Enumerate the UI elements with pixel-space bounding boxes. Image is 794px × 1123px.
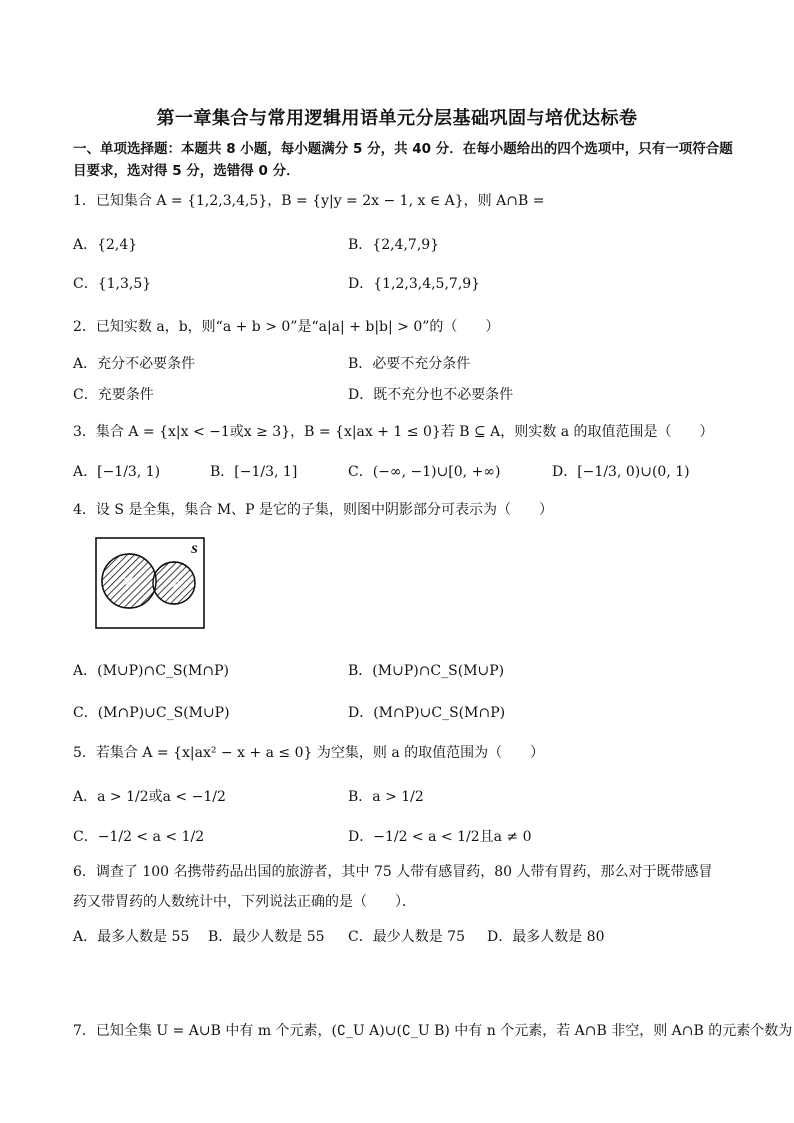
question-6-option-a: A．最多人数是 55 (73, 929, 190, 945)
question-6-option-c: C．最少人数是 75 (348, 929, 465, 945)
question-5-option-b: B．a > 1/2 (348, 789, 424, 805)
question-2-option-b: B．必要不充分条件 (348, 356, 471, 372)
question-6-option-b: B．最少人数是 55 (208, 929, 325, 945)
question-7-stem: 7．已知全集 U = A∪B 中有 m 个元素，(∁_U A)∪(∁_U B) 中有 n 个元素，若 A∩B 非空，则 A∩B 的元素个数为 (73, 1023, 793, 1039)
question-5-option-c: C．−1/2 < a < 1/2 (73, 829, 205, 845)
question-4-option-d: D．(M∩P)∪C_S(M∩P) (348, 705, 506, 721)
set-p-label: P (173, 579, 180, 590)
question-1-option-b: B．{2,4,7,9} (348, 237, 440, 253)
question-4-option-a: A．(M∪P)∩C_S(M∩P) (73, 663, 229, 679)
question-2-option-c: C．充要条件 (73, 387, 154, 403)
section-heading: 一、单项选择题：本题共 8 小题，每小题满分 5 分，共 40 分．在每小题给出的四个选项中，只有一项符合题目要求，选对得 5 分，选错得 0 分． (73, 141, 733, 179)
question-2-option-a: A．充分不必要条件 (73, 356, 196, 372)
question-2-stem: 2．已知实数 a，b，则“a + b > 0”是“a|a| + b|b| > 0”的（ ） (73, 319, 500, 335)
question-4-stem: 4．设 S 是全集，集合 M、P 是它的子集，则图中阴影部分可表示为（ ） (73, 502, 554, 518)
question-5-option-a: A．a > 1/2或a < −1/2 (73, 789, 226, 805)
question-6-option-d: D．最多人数是 80 (487, 929, 605, 945)
question-5-option-d: D．−1/2 < a < 1/2且a ≠ 0 (348, 829, 532, 845)
question-3-option-b: B．[−1/3, 1] (210, 464, 298, 480)
question-1-option-c: C．{1,3,5} (73, 276, 152, 292)
question-3-option-a: A．[−1/3, 1) (73, 464, 161, 480)
question-4-option-c: C．(M∩P)∪C_S(M∪P) (73, 705, 230, 721)
question-3-option-d: D．[−1/3, 0)∪(0, 1) (552, 464, 690, 480)
venn-diagram (95, 537, 205, 629)
question-5-stem: 5．若集合 A = {x|ax² − x + a ≤ 0} 为空集，则 a 的取值范围为（ ） (73, 745, 545, 761)
universe-label: S (191, 542, 198, 556)
question-2-option-d: D．既不充分也不必要条件 (348, 387, 514, 403)
question-1-option-a: A．{2,4} (73, 237, 138, 253)
question-4-option-b: B．(M∪P)∩C_S(M∪P) (348, 663, 505, 679)
page-title: 第一章集合与常用逻辑用语单元分层基础巩固与培优达标卷 (156, 108, 638, 129)
question-1-stem: 1．已知集合 A = {1,2,3,4,5}，B = {y|y = 2x − 1, x ∈ A}，则 A∩B = (73, 193, 545, 209)
set-m-label: M (123, 576, 133, 588)
question-1-option-d: D．{1,2,3,4,5,7,9} (348, 276, 481, 292)
question-3-stem: 3．集合 A = {x|x < −1或x ≥ 3}，B = {x|ax + 1 ≤ 0}若 B ⊆ A，则实数 a 的取值范围是（ ） (73, 424, 714, 440)
question-6-stem: 6．调查了 100 名携带药品出国的旅游者，其中 75 人带有感冒药，80 人带有胃药，那么对于既带感冒药又带胃药的人数统计中，下列说法正确的是（ ）． (73, 864, 713, 910)
question-3-option-c: C．(−∞, −1)∪[0, +∞) (348, 464, 501, 480)
